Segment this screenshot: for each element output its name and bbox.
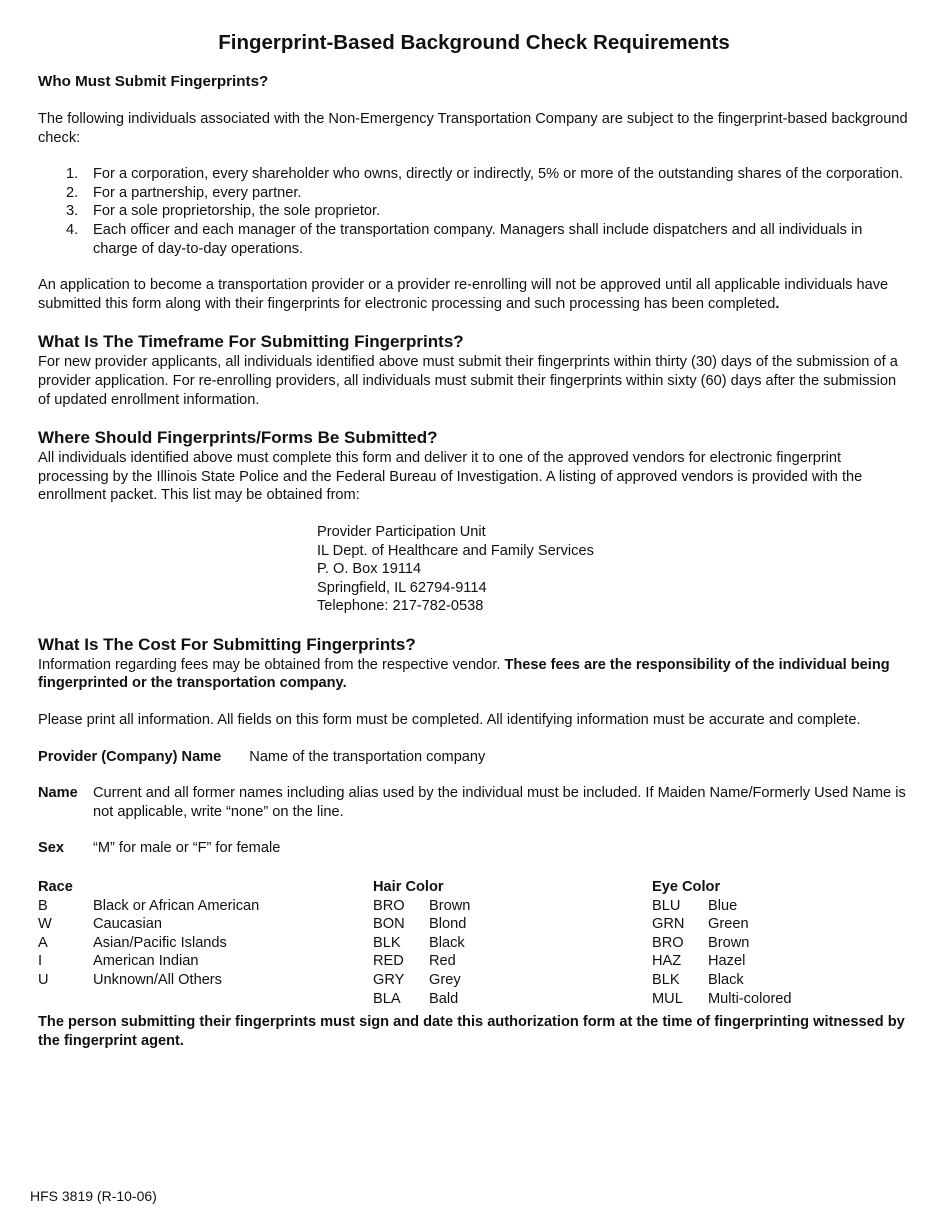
- timeframe-heading: What Is The Timeframe For Submitting Fingerprints?: [38, 332, 464, 352]
- address-line: Springfield, IL 62794-9114: [317, 579, 487, 596]
- hair-row: BON Blond: [373, 916, 467, 933]
- hair-row: BRO Brown: [373, 897, 471, 914]
- timeframe-text: For new provider applicants, all individuals identified above must submit their fingerprints within thirty (30) days of the submission of a provider application. For re-enrolling providers, all individuals must submit their fingerprints within sixty (60) days after the submission of updated enrollment information.: [38, 354, 898, 408]
- sex-field-row: [38, 839, 910, 858]
- eye-row: MUL Multi-colored: [652, 990, 792, 1007]
- race-row: B Black or African American: [38, 897, 260, 914]
- document-page: [38, 30, 910, 1050]
- eligible-list: [38, 165, 910, 258]
- name-field-row: [38, 784, 910, 821]
- race-row: I American Indian: [38, 953, 199, 970]
- hair-color-table: [373, 878, 593, 1008]
- address-line: P. O. Box 19114: [317, 561, 422, 578]
- cost-heading: What Is The Cost For Submitting Fingerprints?: [38, 634, 416, 654]
- eye-row: BLU Blue: [652, 897, 738, 914]
- eye-row: BLK Black: [652, 972, 744, 988]
- address-line: Telephone: 217-782-0538: [317, 598, 484, 615]
- page-title: Fingerprint-Based Background Check Requirements: [218, 31, 730, 54]
- address-line: Provider Participation Unit: [317, 523, 486, 540]
- signature-note: The person submitting their fingerprints must sign and date this authorization form at the time of fingerprinting witnessed by the fingerprint agent.: [38, 1014, 905, 1049]
- list-item: 3. For a sole proprietorship, the sole proprietor.: [66, 203, 381, 220]
- sex-label: Sex: [38, 840, 64, 857]
- hair-row: GRY Grey: [373, 972, 461, 988]
- provider-desc: Name of the transportation company: [249, 748, 486, 765]
- list-item: 2. For a partnership, every partner.: [66, 184, 302, 201]
- hair-heading: Hair Color: [373, 879, 444, 896]
- race-row: U Unknown/All Others: [38, 972, 222, 988]
- race-row: W Caucasian: [38, 916, 162, 933]
- eye-color-table: [652, 878, 892, 1008]
- eye-row: BRO Brown: [652, 934, 750, 951]
- instructions: Please print all information. All fields on this form must be completed. All identifying information must be accurate and complete.: [38, 712, 861, 729]
- code-tables: [38, 878, 910, 1008]
- eye-heading: Eye Color: [652, 879, 721, 896]
- list-item: 1. For a corporation, every shareholder who owns, directly or indirectly, 5% or more of the outstanding shares of the corporation.: [66, 166, 904, 183]
- who-heading: Who Must Submit Fingerprints?: [38, 73, 269, 90]
- mailing-address: [38, 523, 910, 616]
- sex-desc: “M” for male or “F” for female: [93, 840, 281, 857]
- hair-row: RED Red: [373, 953, 456, 970]
- eye-row: HAZ Hazel: [652, 953, 746, 970]
- hair-row: BLA Bald: [373, 990, 459, 1007]
- race-heading: Race: [38, 879, 73, 896]
- who-intro: The following individuals associated with the Non-Emergency Transportation Company are subject to the fingerprint-based background check:: [38, 111, 908, 146]
- list-item: 4. Each officer and each manager of the transportation company. Managers shall include dispatchers and all individuals in charge of day-to-day operations.: [66, 221, 863, 257]
- provider-field-row: [38, 748, 910, 767]
- race-row: A Asian/Pacific Islands: [38, 934, 227, 951]
- cost-text: Information regarding fees may be obtained from the respective vendor. These fees are the responsibility of the individual being fingerprinted or the transportation company.: [38, 656, 890, 692]
- where-text: All individuals identified above must complete this form and deliver it to one of the approved vendors for electronic fingerprint processing by the Illinois State Police and the Federal Bureau of Investigation. A listing of approved vendors is provided with the enrollment packet. This list may be obtained from:: [38, 450, 863, 504]
- hair-row: BLK Black: [373, 934, 465, 951]
- name-desc: Current and all former names including alias used by the individual must be included. If Maiden Name/Formerly Used Name is not applicable, write “none” on the line.: [93, 785, 906, 820]
- approval-note: An application to become a transportation provider or a provider re-enrolling will not be approved until all applicable individuals have submitted this form along with their fingerprints for electronic processing and such processing has been completed.: [38, 277, 889, 312]
- address-line: IL Dept. of Healthcare and Family Services: [317, 542, 594, 559]
- where-heading: Where Should Fingerprints/Forms Be Submitted?: [38, 428, 438, 448]
- provider-label: Provider (Company) Name: [38, 748, 222, 765]
- eye-row: GRN Green: [652, 916, 749, 933]
- name-label: Name: [38, 785, 78, 802]
- race-table: [38, 878, 338, 990]
- form-id: HFS 3819 (R-10-06): [30, 1188, 157, 1204]
